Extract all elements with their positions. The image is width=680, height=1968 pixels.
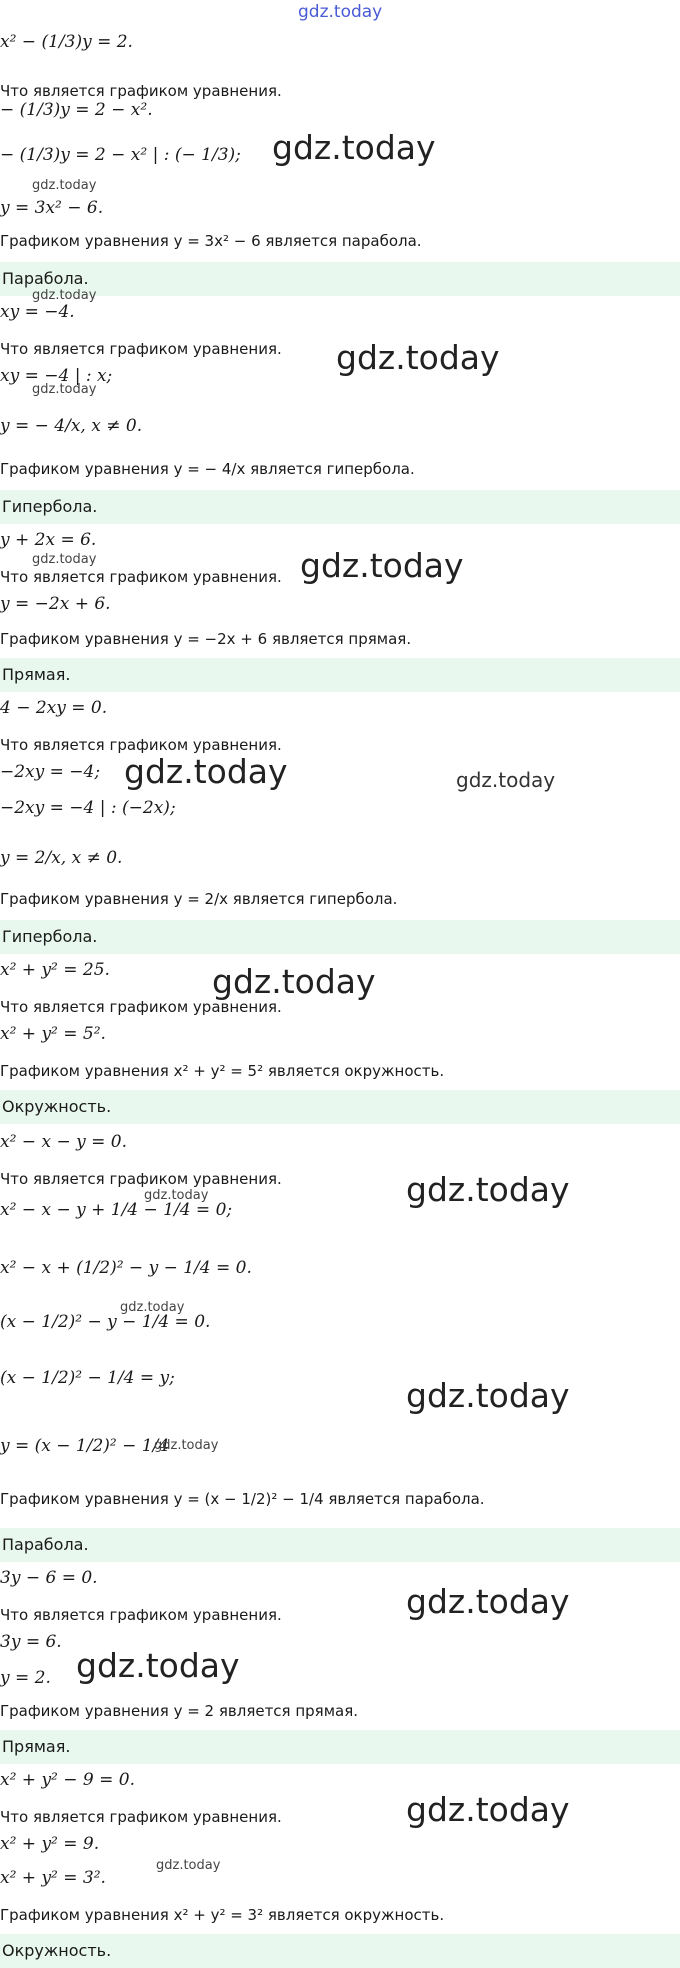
math-line: x² − (1/3)y = 2. bbox=[0, 32, 133, 52]
watermark: gdz.today bbox=[156, 1858, 221, 1873]
math-line: − (1/3)y = 2 − x². bbox=[0, 100, 153, 120]
math-line: −2xy = −4; bbox=[0, 762, 101, 782]
answer-banner: Парабола. bbox=[0, 1528, 680, 1562]
text-line: Что является графиком уравнения. bbox=[0, 82, 282, 100]
text-line: Что является графиком уравнения. bbox=[0, 340, 282, 358]
math-line: −2xy = −4 | : (−2x); bbox=[0, 798, 176, 818]
watermark: gdz.today bbox=[406, 1376, 570, 1415]
text-line: Что является графиком уравнения. bbox=[0, 568, 282, 586]
math-line: y = −2x + 6. bbox=[0, 594, 111, 614]
math-line: x² − x − y + 1/4 − 1/4 = 0; bbox=[0, 1200, 233, 1220]
watermark: gdz.today bbox=[406, 1582, 570, 1621]
watermark: gdz.today bbox=[336, 338, 500, 377]
text-line: Графиком уравнения y = (x − 1/2)² − 1/4 является парабола. bbox=[0, 1490, 485, 1508]
watermark: gdz.today bbox=[406, 1790, 570, 1829]
math-line: x² + y² = 3². bbox=[0, 1868, 106, 1888]
watermark-top: gdz.today bbox=[298, 2, 383, 22]
text-line: Графиком уравнения y = 2/x является гипербола. bbox=[0, 890, 398, 908]
math-line: y = 2/x, x ≠ 0. bbox=[0, 848, 123, 868]
math-line: 4 − 2xy = 0. bbox=[0, 698, 108, 718]
math-line: y = 3x² − 6. bbox=[0, 198, 104, 218]
watermark: gdz.today bbox=[32, 288, 97, 303]
watermark: gdz.today bbox=[32, 382, 97, 397]
watermark: gdz.today bbox=[272, 128, 436, 167]
watermark: gdz.today bbox=[120, 1300, 185, 1315]
math-line: x² − x − y = 0. bbox=[0, 1132, 127, 1152]
text-line: Что является графиком уравнения. bbox=[0, 1606, 282, 1624]
text-line: Графиком уравнения y = − 4/x является гипербола. bbox=[0, 460, 415, 478]
watermark: gdz.today bbox=[124, 752, 288, 791]
text-line: Графиком уравнения y = 2 является прямая. bbox=[0, 1702, 358, 1720]
answer-banner: Гипербола. bbox=[0, 490, 680, 524]
text-line: Графиком уравнения x² + y² = 5² является окружность. bbox=[0, 1062, 445, 1080]
answer-banner: Окружность. bbox=[0, 1934, 680, 1968]
answer-banner: Прямая. bbox=[0, 658, 680, 692]
math-line: x² + y² = 9. bbox=[0, 1834, 100, 1854]
watermark: gdz.today bbox=[456, 768, 556, 792]
math-line: x² + y² − 9 = 0. bbox=[0, 1770, 136, 1790]
text-line: Что является графиком уравнения. bbox=[0, 1808, 282, 1826]
watermark: gdz.today bbox=[32, 552, 97, 567]
text-line: Графиком уравнения y = −2x + 6 является прямая. bbox=[0, 630, 412, 648]
watermark: gdz.today bbox=[212, 962, 376, 1001]
watermark: gdz.today bbox=[76, 1646, 240, 1685]
math-line: y = − 4/x, x ≠ 0. bbox=[0, 416, 143, 436]
watermark: gdz.today bbox=[32, 178, 97, 193]
text-line: Что является графиком уравнения. bbox=[0, 998, 282, 1016]
math-line: x² + y² = 5². bbox=[0, 1024, 106, 1044]
answer-banner: Прямая. bbox=[0, 1730, 680, 1764]
watermark: gdz.today bbox=[300, 546, 464, 585]
math-line: x² − x + (1/2)² − y − 1/4 = 0. bbox=[0, 1258, 252, 1278]
watermark: gdz.today bbox=[406, 1170, 570, 1209]
answer-banner: Окружность. bbox=[0, 1090, 680, 1124]
answer-banner: Парабола. bbox=[0, 262, 680, 296]
watermark: gdz.today bbox=[154, 1438, 219, 1453]
math-line: xy = −4. bbox=[0, 302, 75, 322]
text-line: Графиком уравнения x² + y² = 3² является окружность. bbox=[0, 1906, 445, 1924]
text-line: Что является графиком уравнения. bbox=[0, 736, 282, 754]
math-line: (x − 1/2)² − 1/4 = y; bbox=[0, 1368, 175, 1388]
math-line: 3y = 6. bbox=[0, 1632, 62, 1652]
math-line: − (1/3)y = 2 − x² | : (− 1/3); bbox=[0, 145, 241, 165]
watermark: gdz.today bbox=[144, 1188, 209, 1203]
answer-banner: Гипербола. bbox=[0, 920, 680, 954]
math-line: (x − 1/2)² − y − 1/4 = 0. bbox=[0, 1312, 211, 1332]
math-line: x² + y² = 25. bbox=[0, 960, 110, 980]
math-line: y = 2. bbox=[0, 1668, 51, 1688]
math-line: xy = −4 | : x; bbox=[0, 366, 113, 386]
text-line: Графиком уравнения y = 3x² − 6 является парабола. bbox=[0, 232, 422, 250]
math-line: 3y − 6 = 0. bbox=[0, 1568, 98, 1588]
math-line: y + 2x = 6. bbox=[0, 530, 97, 550]
math-line: y = (x − 1/2)² − 1/4 bbox=[0, 1436, 170, 1456]
text-line: Что является графиком уравнения. bbox=[0, 1170, 282, 1188]
